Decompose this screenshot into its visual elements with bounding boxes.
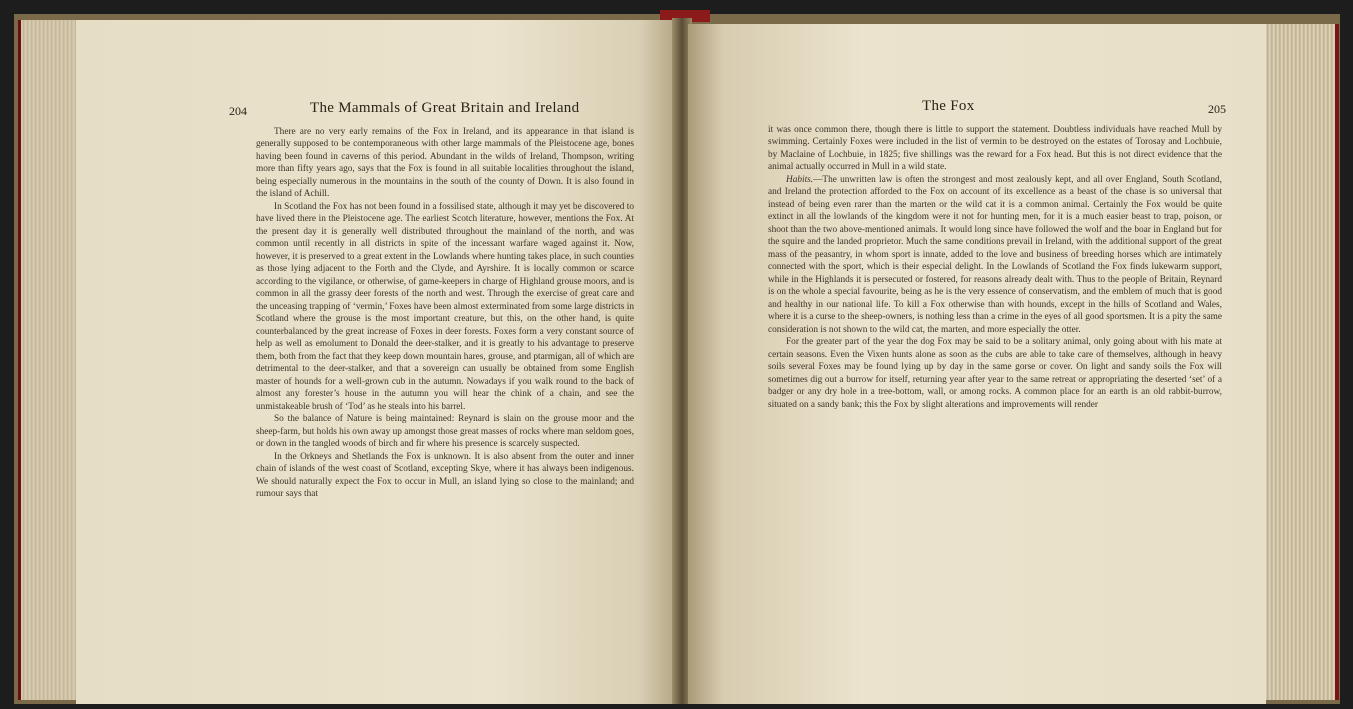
- left-paragraph-3: So the balance of Nature is being maintained: Reynard is slain on the grouse moor and the sheep-farm, but holds his own away up amongst those great masses of rocks where man seldom goes, or down in the tangled woods of birch and fir where his presence is scarcely suspected.: [256, 414, 634, 450]
- right-paragraph-3: For the greater part of the year the dog Fox may be said to be a solitary animal, only going about with his mate at certain seasons. Even the Vixen hunts alone as soon as the cubs are able to take care of themselves, although in heavy soils several Foxes may be found lying up by day in the same gorse or cover. On light and sandy soils the Fox will sometimes dig out a burrow for itself, returning year after year to the same retreat or appropriating the deserted ‘set’ of a badger or any dry hole in a tree-bottom, wall, or among rocks. A common place for an earth is an old rabbit-burrow, situated on a sandy bank; this the Fox by slight alterations and improvements will render: [768, 337, 1222, 410]
- left-page-edges: [18, 20, 79, 700]
- right-text-block: [768, 124, 1222, 694]
- left-paragraph-1: There are no very early remains of the Fox in Ireland, and its appearance in that island is generally supposed to be contemporaneous with other large mammals of the Pleistocene age, bones having been found in caverns of this period. Abundant in the wilds of Ireland, Thompson, writing more than fifty years ago, says that the Fox is found in all suitable localities throughout the island, being especially numerous in the mountains in the south of the county of Down. It is also found in the island of Achill.: [256, 127, 634, 200]
- habits-heading: Habits.: [786, 174, 814, 185]
- right-paragraph-1: it was once common there, though there is little to support the statement. Doubtless individuals have reached Mull by swimming. Certainly Foxes were included in the list of vermin to be destroyed on the estates of Torosay and Lochbuie, by Maclaine of Lochbuie, in 1825; five shillings was the reward for a Fox head. But this is not direct evidence that the animal actually occurred in Mull in a wild state.: [768, 125, 1222, 173]
- habits-text: —The unwritten law is often the strongest and most zealously kept, and all over England, South Scotland, and Ireland the protection afforded to the Fox on account of its excellence as a beast of the chase is so universal that instead of being even rarer than the marten or the wild cat it is a common animal. Certainly the Fox would be quite extinct in all the lowlands of the kingdom were it not for hunting men, for it is a much easier beast to trap, poison, or shoot than the two above-mentioned animals. It would long since have followed the wolf and the boar in England but for the squire and the landed proprietor. Much the same conditions prevail in Ireland, with the additional support of the great mass of the peasantry, in whom sport is innate, added to the love and business of breeding horses which are intimately connected with the sport, which is their especial delight. In the Lowlands of Scotland the Fox finds lukewarm support, while in the Highlands it is persecuted or fostered, for reasons already dealt with. Thus to the people of Britain, Reynard is on the whole a special favourite, being as he is the very essence of conservatism, and the emblem of much that is good and healthy in our national life. To kill a Fox otherwise than with hounds, except in the hills of Scotland and Wales, where it is a curse to the sheep-owners, is nothing less than a crime in the eyes of all good sportsmen. It is a pity the same consideration is not shown to the wild cat, the marten, and more especially the otter.: [768, 174, 1222, 335]
- left-paragraph-2: In Scotland the Fox has not been found in a fossilised state, although it may yet be discovered to have lived there in the Pleistocene age. The earliest Scotch literature, however, mentions the Fox. At the present day it is generally well distributed throughout the mainland of the north, and was common until recently in all districts in spite of the incessant warfare waged against it. Now, however, it is preserved to a great extent in the Lowlands where hunting takes place, in such counties as those lying adjacent to the Forth and the Clyde, and Ayrshire. It is locally common or scarce according to the vigilance, or otherwise, of game-keepers in charge of Highland grouse moors, and is common in all the grassy deer forests of the north and west. Through the exercise of great care and the unceasing trapping of ‘vermin,’ Foxes have been almost exterminated from some large districts in Scotland where the grouse is the most important creature, but this, on the other hand, is quite counterbalanced by the great increase of Foxes in deer forests. Foxes form a very constant source of help as well as emolument to Donald the deer-stalker, and it is greatly to his advantage to preserve them, both from the fact that they keep down mountain hares, grouse, and ptarmigan, all of which are detrimental to the deer-stalker, and that a sovereign can usually be obtained from some English master of hounds for a well-grown cub in the autumn. Nowadays if you walk round to the back of almost any forester’s house in the autumn you will hear the chink of a chain, and see the unmistakeable brush of ‘Tod’ as he steals into his barrel.: [256, 201, 634, 412]
- left-running-head: The Mammals of Great Britain and Ireland: [310, 100, 580, 116]
- left-page-number: 204: [229, 104, 247, 118]
- left-text-block: [256, 126, 634, 696]
- right-page-edges: [1265, 24, 1339, 700]
- right-page-number: 205: [1208, 102, 1226, 116]
- left-page: [76, 20, 676, 704]
- left-paragraph-4: In the Orkneys and Shetlands the Fox is unknown. It is also absent from the outer and inner chain of islands of the west coast of Scotland, excepting Skye, where it has always been indigenous. We should naturally expect the Fox to occur in Mull, an island lying so close to the mainland; and rumour says that: [256, 451, 634, 500]
- right-paragraph-habits: [768, 174, 1222, 336]
- right-running-head: The Fox: [922, 98, 975, 114]
- right-page: [688, 24, 1266, 704]
